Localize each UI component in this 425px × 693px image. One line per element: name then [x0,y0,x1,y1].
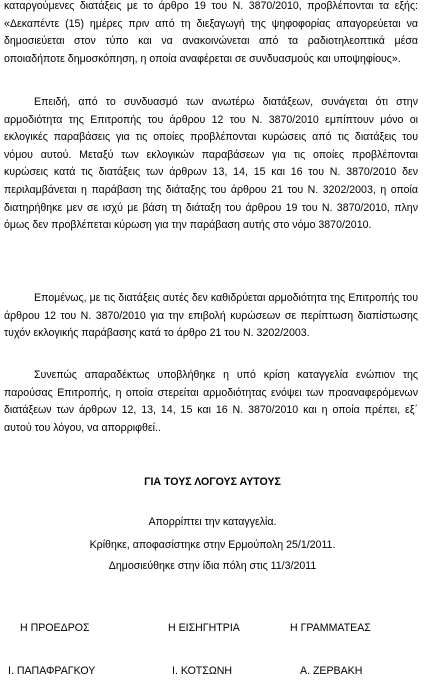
decision-line-2: Κρίθηκε, αποφασίστηκε στην Ερμούπολη 25/1/2011. [89,539,336,551]
signature-name-rapporteur: Ι. ΚΟΤΣΩΝΗ [172,665,233,677]
decision-line-1: Απορρίπτει την καταγγελία. [148,516,277,528]
signature-name-president: Ι. ΠΑΠΑΦΡΑΓΚΟΥ [8,665,96,677]
decision-heading: ΓΙΑ ΤΟΥΣ ΛΟΓΟΥΣ ΑΥΤΟΥΣ [144,476,281,488]
signature-role-president: Η ΠΡΟΕΔΡΟΣ [20,622,90,634]
paragraph-3 [4,290,418,343]
paragraph-1-text: καταργούμενες διατάξεις με το άρθρο 19 του Ν. 3870/2010, προβλέπονται τα εξής: «Δεκαπέντε (15) ημέρες πριν από τη διεξαγωγή της ψηφοφορίας απαγορεύεται να δημοσιεύεται στον τύπο και να ανακοινώνεται από τα ραδιοτηλεοπτικά μέσα οποιαδήποτε δημοσκόπηση, η οποία αναφέρεται σε συνδυασμούς και υποψηφίους». [4,0,418,65]
paragraph-2 [4,94,418,235]
paragraph-1 [4,0,418,68]
paragraph-2-text: Επειδή, από το συνδυασμό των ανωτέρω διατάξεων, συνάγεται ότι στην αρμοδιότητα της Επιτροπής του άρθρου 12 του Ν. 3870/2010 εμπίπτουν μόνο οι εκλογικές παραβάσεις για τις οποίες προβλέπονται κυρώσεις από τις διατάξεις του νόμου αυτού. Μεταξύ των εκλογικών παραβάσεων για τις οποίες προβλέπονται κυρώσεις κατά τις διατάξεις των άρθρων 13, 14, 15 και 16 του Ν. 3870/2010 δεν περιλαμβάνεται η παράβαση της διάταξης του άρθρου 21 του Ν. 3202/2003, η οποία διατηρήθηκε μεν σε ισχύ με βάση τη διάταξη του άρθρου 19 του Ν. 3870/2010, πλην όμως δεν προβλέπεται κύρωση για την παράβαση αυτής στο νόμο 3870/2010. [4,96,418,232]
paragraph-3-text: Επομένως, με τις διατάξεις αυτές δεν καθιδρύεται αρμοδιότητα της Επιτροπής του άρθρου 12 του Ν. 3870/2010 για την επιβολή κυρώσεων σε περίπτωση διαπίστωσης τυχόν εκλογικής παράβασης κατά το άρθρο 21 του Ν. 3202/2003. [4,292,418,340]
decision-line-3: Δημοσιεύθηκε στην ίδια πόλη στις 11/3/2011 [108,560,317,572]
signature-name-secretary: Α. ΖΕΡΒΑΚΗ [300,665,363,677]
paragraph-4-text: Συνεπώς απαραδέκτως υποβλήθηκε η υπό κρίση καταγγελία ενώπιον της παρούσας Επιτροπής, η οποία στερείται αρμοδιότητας ενόψει των προαναφερόμενων διατάξεων των άρθρων 12, 13, 14, 15 και 16 Ν. 3870/2010 και η οποία πρέπει, εξ΄ αυτού του λόγου, να απορριφθεί.. [4,369,418,434]
signature-role-rapporteur: Η ΕΙΣΗΓΗΤΡΙΑ [168,622,240,634]
signature-role-secretary: Η ΓΡΑΜΜΑΤΕΑΣ [290,622,371,634]
paragraph-4 [4,367,418,437]
